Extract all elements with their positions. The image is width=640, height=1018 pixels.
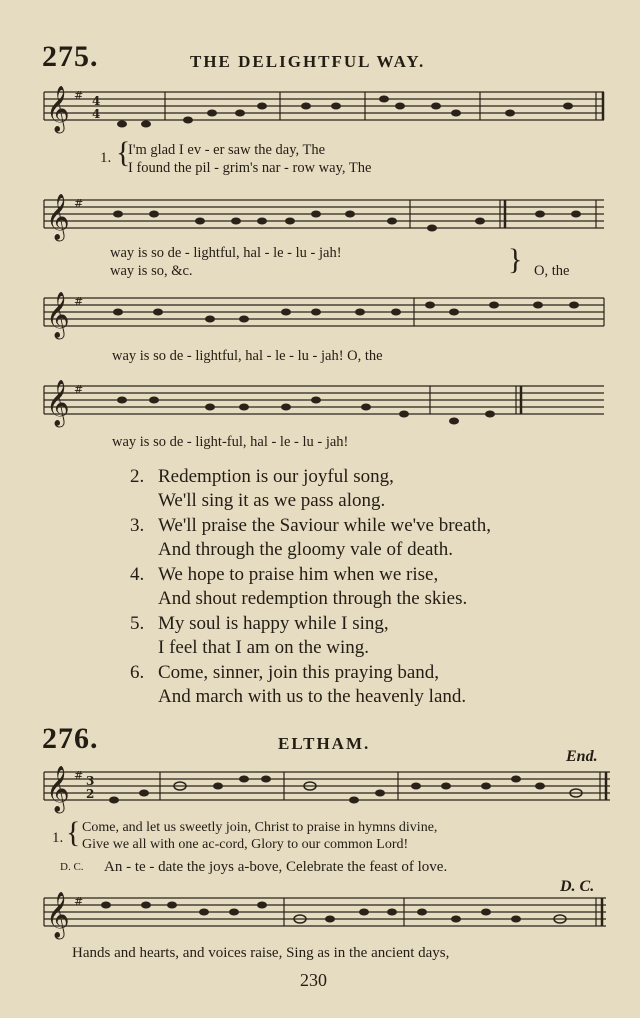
music-staff	[0, 84, 640, 144]
svg-text:#: #	[74, 295, 84, 308]
verse-text: And march with us to the heavenly land.	[158, 686, 467, 707]
verse-text: Redemption is our joyful song,	[158, 466, 394, 487]
svg-text:𝄞: 𝄞	[46, 86, 70, 132]
verse-number: 5.	[130, 613, 145, 634]
hymn-title: THE DELIGHTFUL WAY.	[190, 52, 426, 71]
lyric-line: way is so de - lightful, hal - le - lu - jah! O, the	[112, 348, 383, 364]
svg-text:𝄞: 𝄞	[46, 292, 70, 338]
hymn-number: 276.	[42, 722, 99, 755]
svg-text:𝄞: 𝄞	[46, 380, 70, 426]
verse-number: 6.	[130, 662, 145, 683]
lyric-line: Come, and let us sweetly join, Christ to praise in hymns divine,	[82, 820, 438, 835]
lyric-brace: {	[66, 816, 81, 849]
verse-number: 3.	[130, 515, 145, 536]
music-staff	[0, 764, 640, 820]
lyric-line: An - te - date the joys a-bove, Celebrate the feast of love.	[104, 859, 448, 875]
svg-text:#: #	[74, 197, 84, 210]
music-staff	[0, 192, 640, 248]
lyric-line: way is so de - lightful, hal - le - lu - jah!	[110, 245, 342, 261]
svg-text:2: 2	[86, 787, 95, 801]
lyric-brace: {	[116, 136, 131, 169]
lyric-line: way is so de - light-ful, hal - le - lu - jah!	[112, 434, 349, 450]
lyric-line: O, the	[534, 263, 570, 279]
svg-text:#: #	[74, 769, 84, 782]
verse-text: We'll praise the Saviour while we've breath,	[158, 515, 491, 536]
lyric-line: I'm glad I ev - er saw the day, The	[128, 142, 326, 158]
svg-text:#: #	[74, 89, 84, 102]
dc-mark: D. C.	[560, 878, 595, 895]
svg-text:𝄞: 𝄞	[46, 892, 70, 938]
dc-label: D. C.	[60, 861, 84, 873]
hymn-number: 275.	[42, 40, 99, 73]
svg-text:𝄞: 𝄞	[46, 194, 70, 240]
lyric-line: Hands and hearts, and voices raise, Sing as in the ancient days,	[72, 945, 450, 961]
verse-text: And shout redemption through the skies.	[158, 588, 468, 609]
svg-text:3: 3	[86, 774, 95, 788]
lyric-brace: }	[508, 243, 523, 276]
page-number: 230	[300, 970, 327, 990]
verse-number: 2.	[130, 466, 145, 487]
verse-text: My soul is happy while I sing,	[158, 613, 389, 634]
verse-text: And through the gloomy vale of death.	[158, 539, 453, 560]
svg-text:#: #	[74, 895, 84, 908]
verse-text: We'll sing it as we pass along.	[158, 490, 386, 511]
svg-text:4: 4	[92, 107, 101, 121]
verse-text: I feel that I am on the wing.	[158, 637, 370, 658]
svg-text:#: #	[74, 383, 84, 396]
music-staff	[0, 378, 640, 434]
verse-number: 4.	[130, 564, 145, 585]
lyric-line: Give we all with one ac-cord, Glory to our common Lord!	[82, 837, 409, 852]
verse-number: 1.	[52, 830, 64, 846]
end-mark: End.	[566, 748, 598, 765]
svg-text:4: 4	[92, 94, 101, 108]
hymn-title: ELTHAM.	[278, 734, 371, 753]
music-staff	[0, 290, 640, 346]
lyric-line: I found the pil - grim's nar - row way, The	[128, 160, 372, 176]
music-staff	[0, 890, 640, 946]
verse-text: Come, sinner, join this praying band,	[158, 662, 440, 683]
svg-text:𝄞: 𝄞	[46, 766, 70, 812]
verse-text: We hope to praise him when we rise,	[158, 564, 439, 585]
lyric-line: way is so, &c.	[110, 263, 193, 279]
verse-number: 1.	[100, 150, 112, 166]
